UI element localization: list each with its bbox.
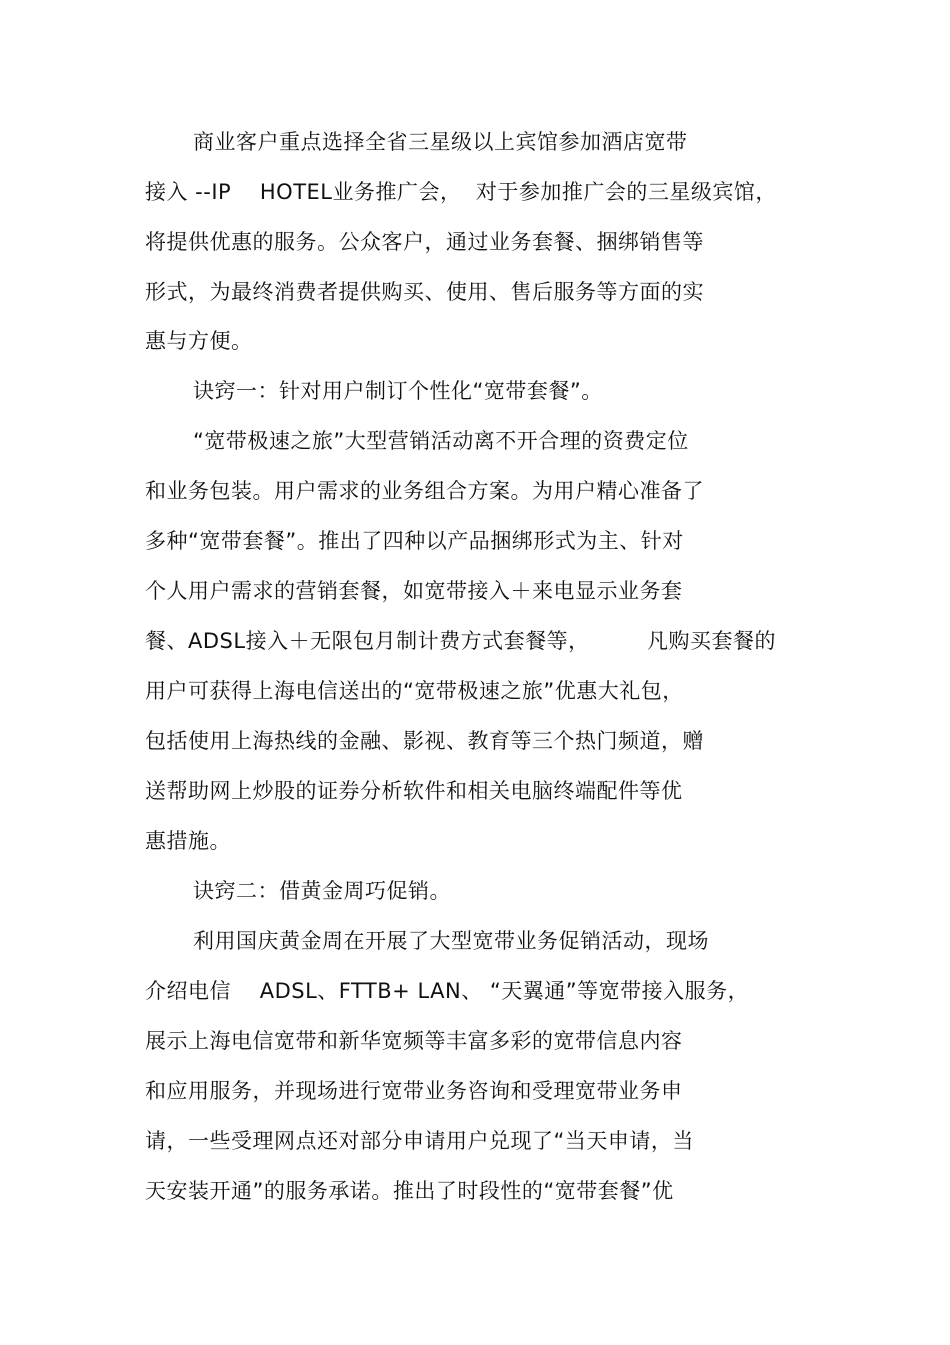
- section-heading: 诀窍一：针对用户制订个性化“宽带套餐”。: [193, 379, 603, 403]
- paragraph-line: 请，一些受理网点还对部分申请用户兑现了“当天申请，当: [145, 1129, 694, 1153]
- paragraph-line: 商业客户重点选择全省三星级以上宾馆参加酒店宽带: [193, 130, 688, 154]
- paragraph-line: 包括使用上海热线的金融、影视、教育等三个热门频道，赠: [145, 729, 704, 753]
- paragraph-line: 形式，为最终消费者提供购买、使用、售后服务等方面的实: [145, 280, 704, 304]
- paragraph-line: 天安装开通”的服务承诺。推出了时段性的“宽带套餐”优: [145, 1179, 674, 1203]
- paragraph-line: 和应用服务，并现场进行宽带业务咨询和受理宽带业务申: [145, 1079, 683, 1103]
- paragraph-line: 惠与方便。: [145, 329, 253, 353]
- paragraph-line: 送帮助网上炒股的证券分析软件和相关电脑终端配件等优: [145, 779, 683, 803]
- paragraph-line: 多种“宽带套餐”。推出了四种以产品捆绑形式为主、针对: [145, 529, 684, 553]
- paragraph-line: 利用国庆黄金周在开展了大型宽带业务促销活动，现场: [193, 929, 709, 953]
- paragraph-line: 展示上海电信宽带和新华宽频等丰富多彩的宽带信息内容: [145, 1029, 683, 1053]
- paragraph-line: 个人用户需求的营销套餐，如宽带接入＋来电显示业务套: [145, 579, 683, 603]
- paragraph-line: 用户可获得上海电信送出的“宽带极速之旅”优惠大礼包，: [145, 679, 684, 703]
- paragraph-line: 介绍电信 ADSL、FTTB+ LAN、 “天翼通”等宽带接入服务，: [145, 979, 750, 1003]
- paragraph-line: 餐、ADSL接入＋无限包月制计费方式套餐等， 凡购买套餐的: [145, 629, 776, 653]
- section-heading: 诀窍二：借黄金周巧促销。: [193, 879, 451, 903]
- paragraph-line: 接入 --IP HOTEL业务推广会， 对于参加推广会的三星级宾馆，: [145, 180, 777, 204]
- paragraph-line: “宽带极速之旅”大型营销活动离不开合理的资费定位: [193, 429, 689, 453]
- paragraph-line: 将提供优惠的服务。公众客户，通过业务套餐、捆绑销售等: [145, 230, 704, 254]
- paragraph-line: 惠措施。: [145, 829, 231, 853]
- paragraph-line: 和业务包装。用户需求的业务组合方案。为用户精心准备了: [145, 479, 704, 503]
